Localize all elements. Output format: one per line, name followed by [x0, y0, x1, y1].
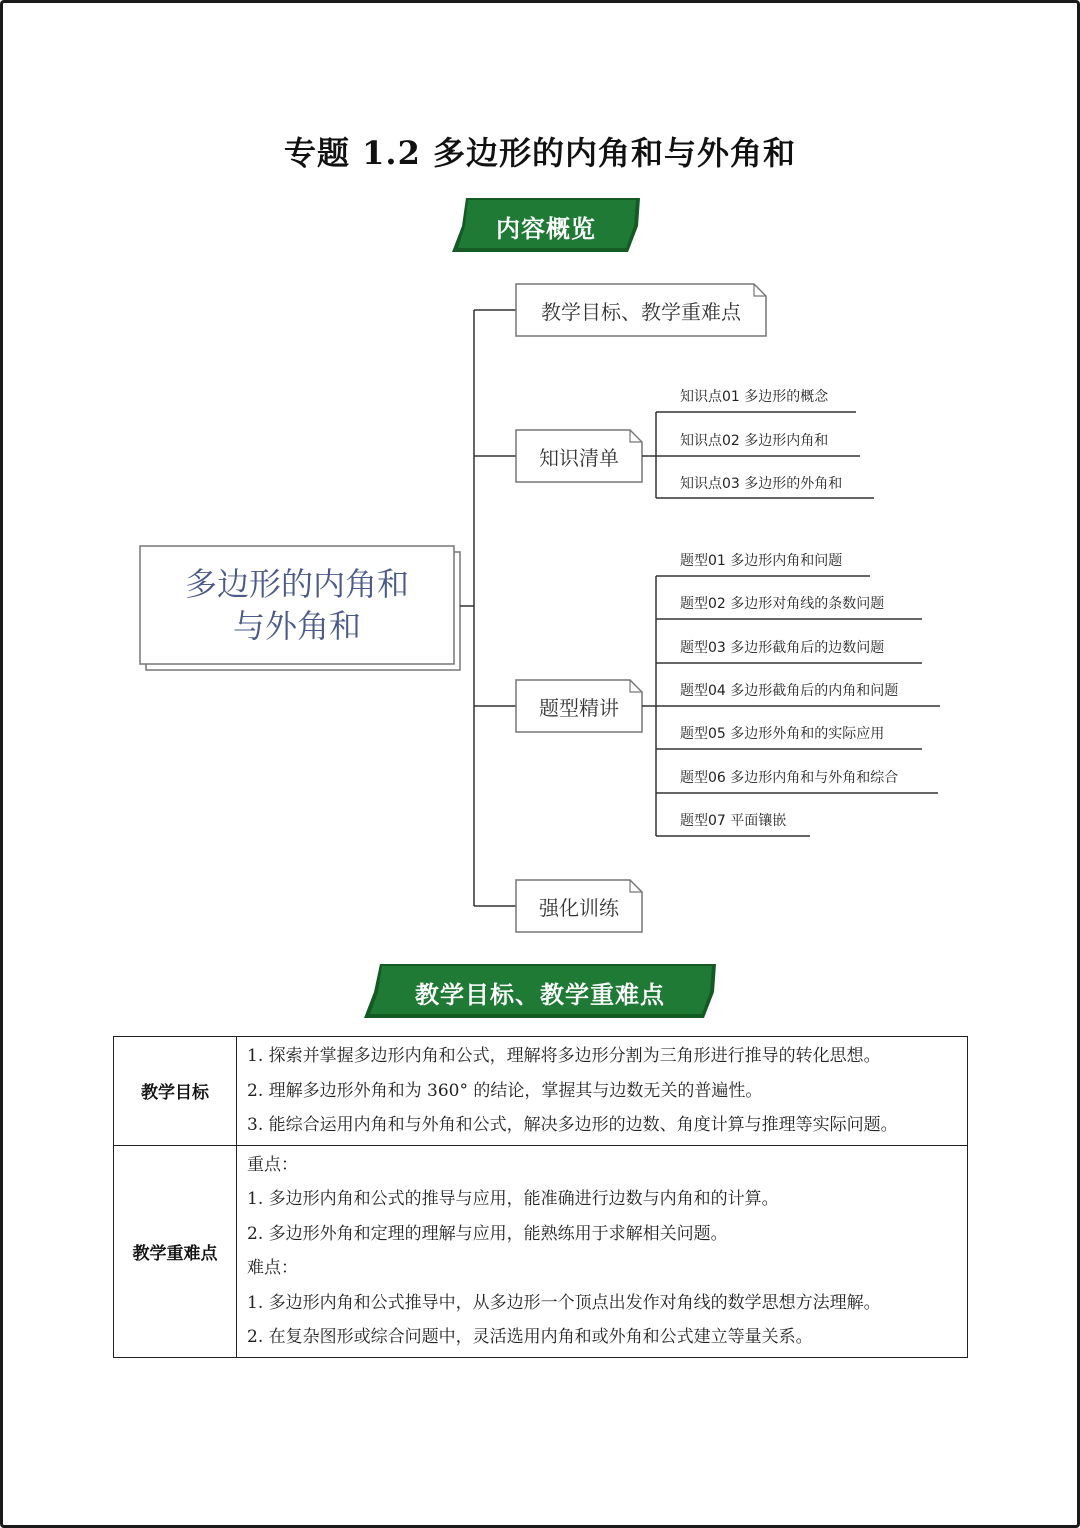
goal-line-2: 2. 理解多边形外角和为 360° 的结论，掌握其与边数无关的普遍性。	[247, 1080, 763, 1101]
keys-row-body	[237, 1145, 968, 1357]
key-line-6: 2. 在复杂图形或综合问题中，灵活选用内角和或外角和公式建立等量关系。	[247, 1327, 813, 1347]
goals-row-head: 教学目标	[114, 1037, 237, 1146]
key-line-5: 1. 多边形内角和公式推导中，从多边形一个顶点出发作对角线的数学思想方法理解。	[247, 1292, 881, 1313]
key-line-2: 1. 多边形内角和公式的推导与应用，能准确进行边数与内角和的计算。	[247, 1189, 779, 1209]
goal-line-3: 3. 能综合运用内角和与外角和公式，解决多边形的边数、角度计算与推理等实际问题。	[247, 1115, 898, 1135]
branch-node-4-label: 强化训练	[539, 895, 619, 920]
type-item-7: 题型07 平面镶嵌	[680, 813, 787, 829]
knowledge-item-2: 知识点02 多边形内角和	[680, 433, 829, 449]
keys-row	[114, 1145, 968, 1357]
type-item-2: 题型02 多边形对角线的条数问题	[680, 596, 885, 612]
type-item-3: 题型03 多边形截角后的边数问题	[680, 640, 885, 656]
type-item-6: 题型06 多边形内角和与外角和综合	[680, 770, 899, 786]
key-line-1: 重点：	[247, 1154, 298, 1175]
type-item-4: 题型04 多边形截角后的内角和问题	[680, 683, 899, 699]
keys-row-head: 教学重难点	[114, 1145, 237, 1357]
goals-row-body	[237, 1037, 968, 1146]
knowledge-item-1: 知识点01 多边形的概念	[680, 389, 829, 405]
document-title: 专题 1.2 多边形的内角和与外角和	[284, 134, 796, 172]
types-connector	[642, 576, 656, 836]
knowledge-connector	[642, 412, 656, 498]
goals-table	[113, 1036, 968, 1358]
center-node-line-1: 多边形的内角和	[184, 565, 409, 603]
type-item-1: 题型01 多边形内角和问题	[680, 553, 843, 569]
branch-node-3-label: 题型精讲	[539, 695, 619, 720]
key-line-3: 2. 多边形外角和定理的理解与应用，能熟练用于求解相关问题。	[247, 1223, 728, 1244]
key-line-4: 难点：	[247, 1258, 298, 1278]
center-node-line-2: 与外角和	[232, 607, 361, 645]
goals-banner	[364, 964, 716, 1020]
trunk-connector	[460, 310, 474, 906]
knowledge-item-3: 知识点03 多边形的外角和	[680, 476, 843, 492]
goal-line-1: 1. 探索并掌握多边形内角和公式，理解将多边形分割为三角形进行推导的转化思想。	[247, 1046, 881, 1066]
type-item-5: 题型05 多边形外角和的实际应用	[680, 726, 885, 742]
goals-banner-text: 教学目标、教学重难点	[415, 980, 665, 1009]
overview-banner-text: 内容概览	[496, 214, 596, 243]
center-node-label	[140, 546, 454, 664]
goals-row	[114, 1037, 968, 1146]
branch-node-1-label: 教学目标、教学重难点	[541, 299, 741, 324]
branch-node-2-label: 知识清单	[539, 445, 619, 470]
